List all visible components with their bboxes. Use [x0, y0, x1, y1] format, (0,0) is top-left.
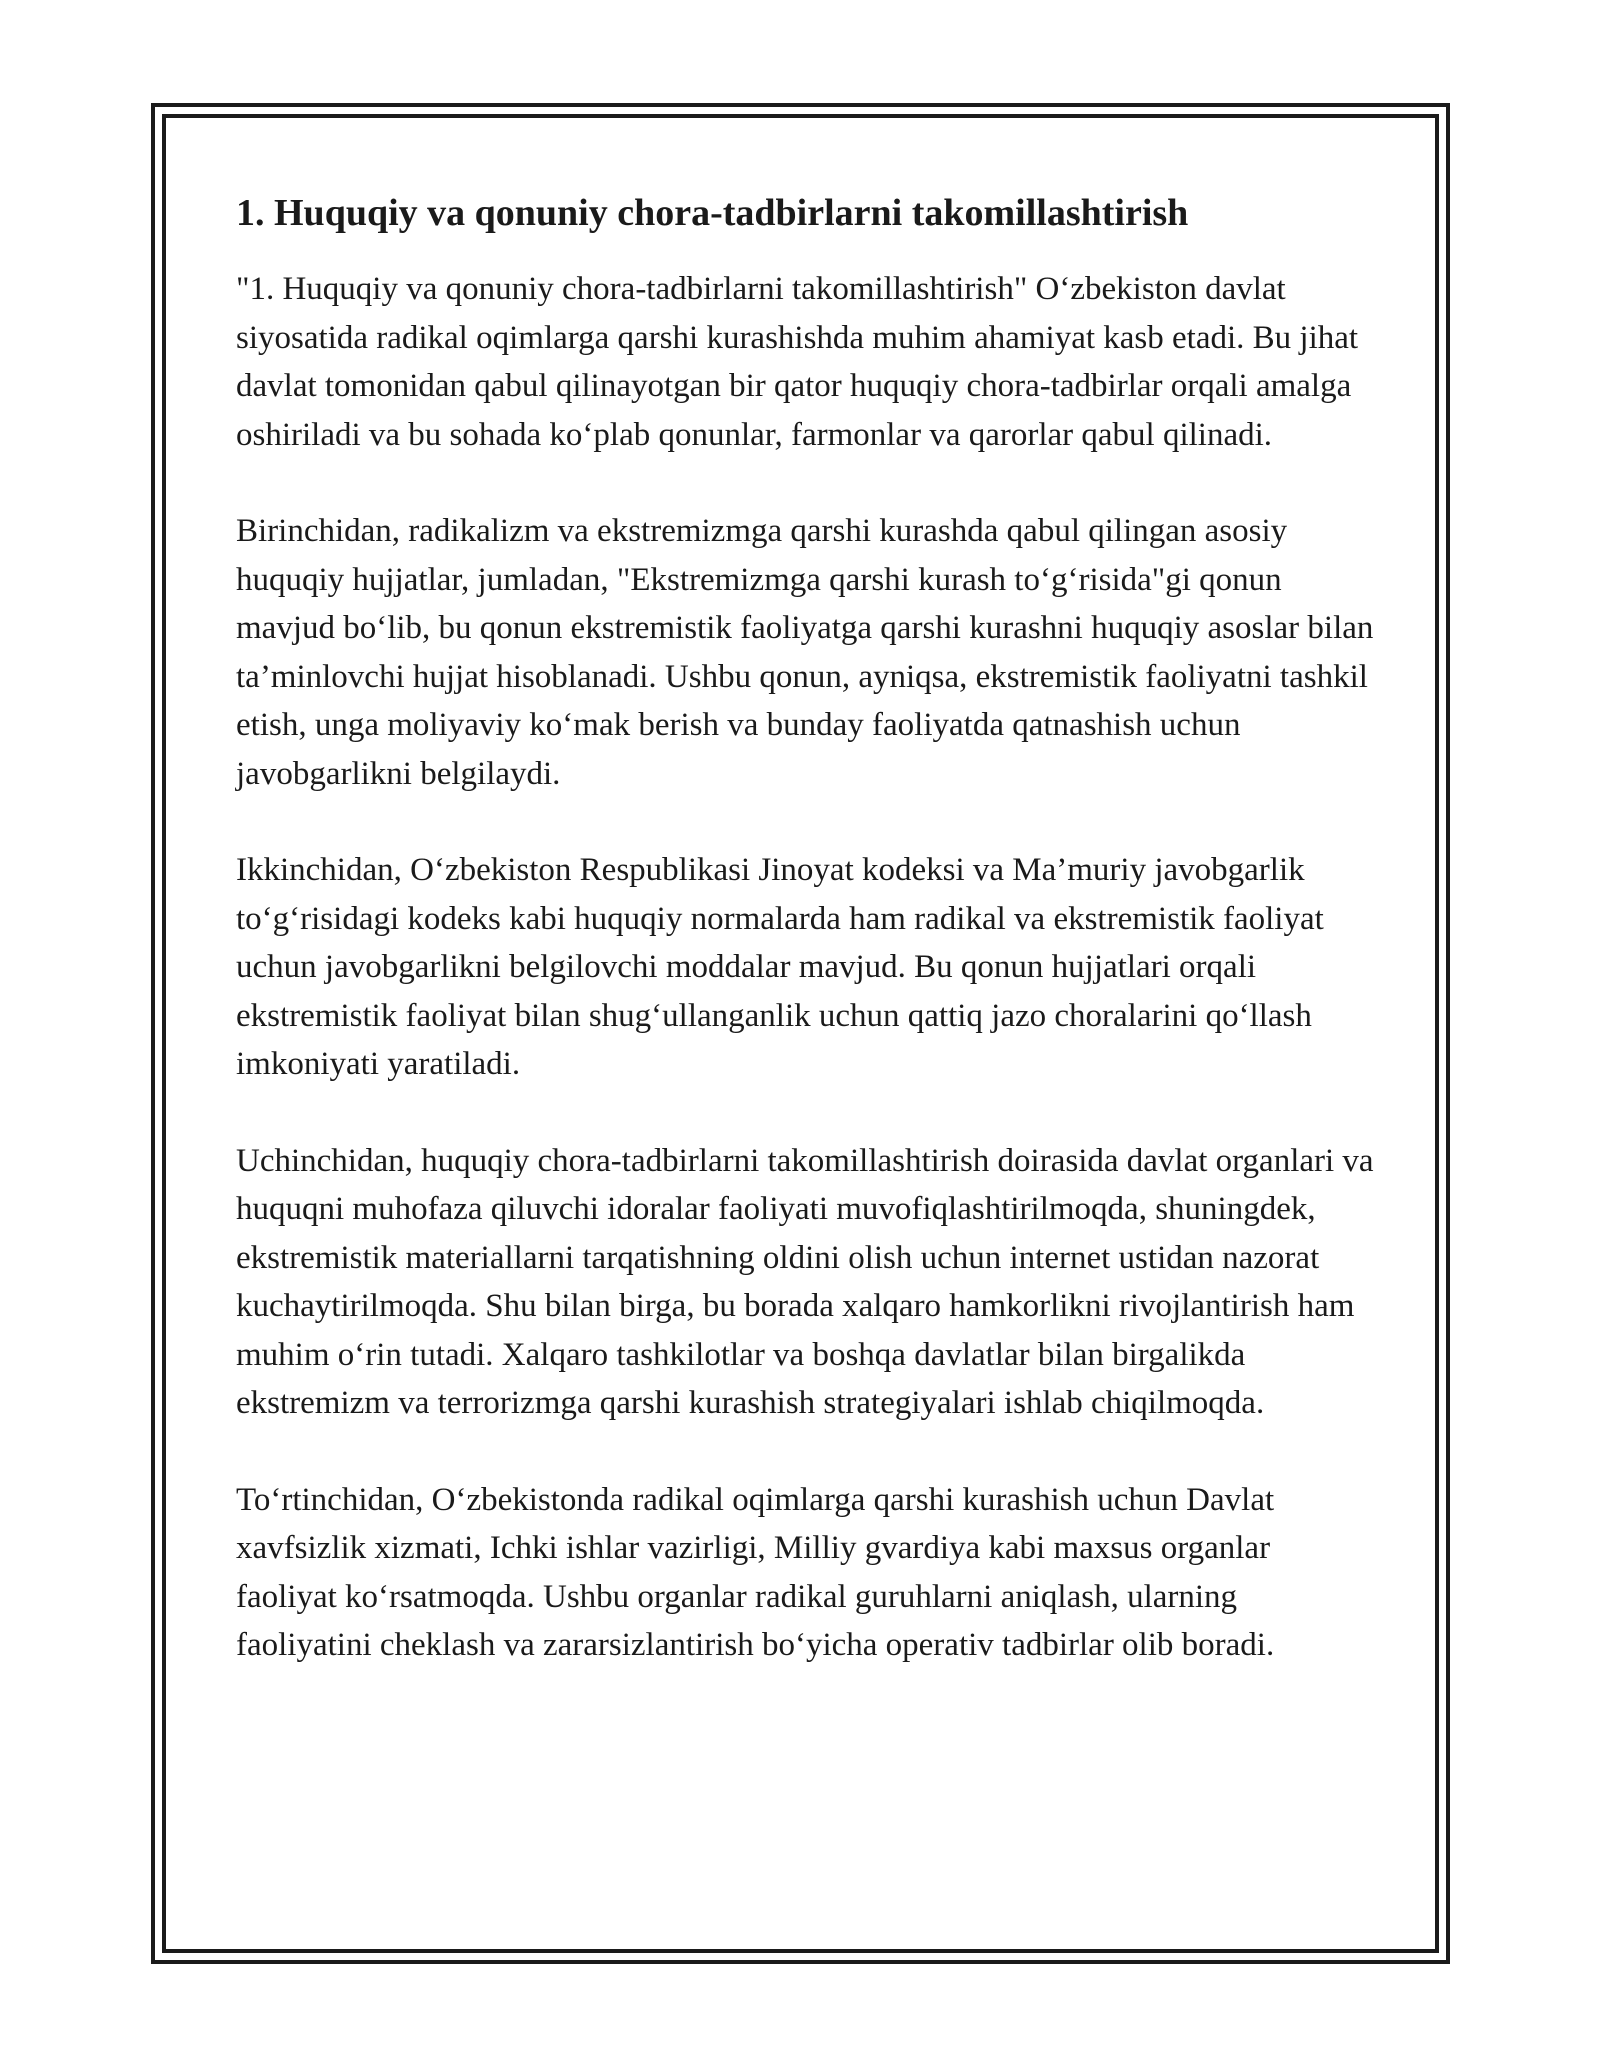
- section-heading: 1. Huquqiy va qonuniy chora-tadbirlarni takomillashtirish: [236, 192, 1189, 234]
- paragraph-third: Uchinchidan, huquqiy chora-tadbirlarni takomillashtirish doirasida davlat organlari va huquqni muhofaza qiluvchi idoralar faoliyati muvofiqlashtirilmoqda, shuningdek, ekstremistik materiallarni tarqatishning oldini olish uchun internet ustidan nazorat kuchaytirilmoqda. Shu bilan birga, bu borada xalqaro hamkorlikni rivojlantirish ham muhim o‘rin tutadi. Xalqaro tashkilotlar va boshqa davlatlar bilan birgalikda ekstremizm va terrorizmga qarshi kurashish strategiyalari ishlab chiqilmoqda.: [236, 1142, 1374, 1421]
- paragraph-intro: "1. Huquqiy va qonuniy chora-tadbirlarni takomillashtirish" O‘zbekiston davlat siyosatida radikal oqimlarga qarshi kurashishda muhim ahamiyat kasb etadi. Bu jihat davlat tomonidan qabul qilinayotgan bir qator huquqiy chora-tadbirlar orqali amalga oshiriladi va bu sohada ko‘plab qonunlar, farmonlar va qarorlar qabul qilinadi.: [236, 271, 1359, 453]
- paragraph-second: Ikkinchidan, O‘zbekiston Respublikasi Jinoyat kodeksi va Ma’muriy javobgarlik to‘g‘risidagi kodeks kabi huquqiy normalarda ham radikal va ekstremistik faoliyat uchun javobgarlikni belgilovchi moddalar mavjud. Bu qonun hujjatlari orqali ekstremistik faoliyat bilan shug‘ullanganlik uchun qattiq jazo choralarini qo‘llash imkoniyati yaratiladi.: [236, 852, 1324, 1082]
- paragraph-first: Birinchidan, radikalizm va ekstremizmga qarshi kurashda qabul qilingan asosiy huquqiy hujjatlar, jumladan, "Ekstremizmga qarshi kurash to‘g‘risida"gi qonun mavjud bo‘lib, bu qonun ekstremistik faoliyatga qarshi kurashni huquqiy asoslar bilan ta’minlovchi hujjat hisoblanadi. Ushbu qonun, ayniqsa, ekstremistik faoliyatni tashkil etish, unga moliyaviy ko‘mak berish va bunday faoliyatda qatnashish uchun javobgarlikni belgilaydi.: [236, 513, 1374, 792]
- document-body: [236, 185, 1376, 1670]
- paragraph-fourth: To‘rtinchidan, O‘zbekistonda radikal oqimlarga qarshi kurashish uchun Davlat xavfsizlik xizmati, Ichki ishlar vazirligi, Milliy gvardiya kabi maxsus organlar faoliyat ko‘rsatmoqda. Ushbu organlar radikal guruhlarni aniqlash, ularning faoliyatini cheklash va zararsizlantirish bo‘yicha operativ tadbirlar olib boradi.: [236, 1481, 1275, 1663]
